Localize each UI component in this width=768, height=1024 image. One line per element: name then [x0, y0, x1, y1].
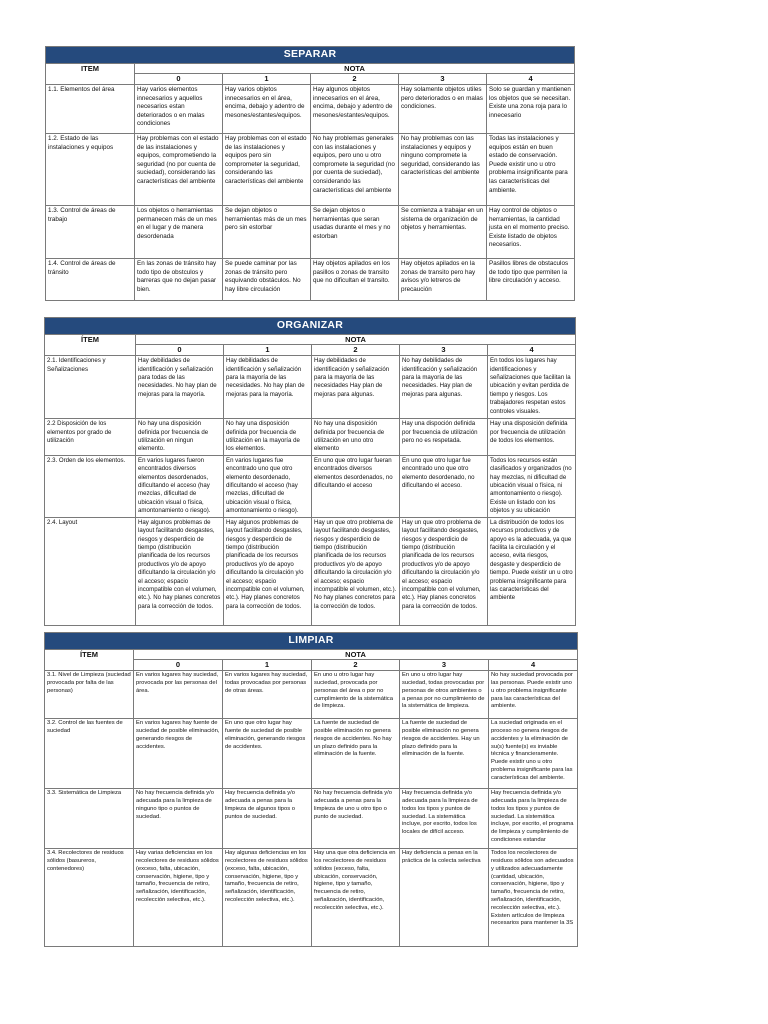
table-row	[45, 789, 578, 849]
criteria-cell: En varios lugares hay suciedad, todas provocadas por personas de otras áreas.	[223, 671, 312, 719]
criteria-cell: No hay frecuencia definida y/o adecuada a penas para la limpieza de uno u otro tipo o punto de suciedad.	[312, 789, 400, 849]
score-header: 0	[136, 345, 224, 356]
criteria-cell: Hay algunas deficiencias en los recolectores de residuos sólidos (exceso, falta, ubicación, conservación, higiene, tipo y tamaño, frecuencia de retiro, señalización, identificación, recolección selectiva, etc.).	[223, 849, 312, 947]
nota-header: NOTA	[135, 63, 575, 74]
criteria-cell: Hay debilidades de identificación y señalización para la mayoría de las necesidades. No hay plan de mejoras para la mayoría.	[224, 356, 312, 419]
score-header: 4	[489, 660, 578, 671]
score-header: 2	[311, 74, 399, 85]
item-label: 3.4. Recolectores de residuos sólidos (basureros, contenedores)	[45, 849, 134, 947]
criteria-cell: En uno que otro lugar fue encontrado uno que otro elemento desordenado, no dificultando el acceso.	[400, 455, 488, 517]
criteria-cell: La suciedad originada en el proceso no genera riesgos de accidentes y la eliminación de su(s) fuente(s) es inviable técnica y financieramente. Puede existir uno u otro problema insignificante para las características del ambiente.	[489, 719, 578, 789]
criteria-cell: Se dejan objetos o herramientas que seran usadas durante el mes y no estorban	[311, 206, 399, 259]
section-title: ORGANIZAR	[45, 318, 576, 335]
criteria-cell: La fuente de suciedad de posible eliminación no genera riesgos de accidentes. No hay un plazo definido para la eliminación de la fuente.	[312, 719, 400, 789]
criteria-cell: Hay frecuencia definida y/o adecuada para la limpieza de todos los tipos y puntos de suciedad. La sistemática incluye, por escrito, todos los locales de difícil acceso.	[400, 789, 489, 849]
item-label: 2.4. Layout	[45, 517, 136, 625]
score-header: 4	[488, 345, 576, 356]
criteria-cell: Hay problemas con el estado de las instalaciones y equipos, comprometiendo la seguridad (no por cuenta de suciedad), considerando las características del ambiente	[135, 134, 223, 206]
criteria-cell: Todos los recolectores de residuos sólidos son adecuados y utilizados adecuadamente (cantidad, ubicación, conservación, higiene, tipo y tamaño, frecuencia de retiro, señalización, identificación, recolección selectiva, etc.). Existen artículos de limpieza necesarios para mantener la 3S	[489, 849, 578, 947]
table-row	[45, 356, 576, 419]
criteria-cell: Hay problemas con el estado de las instalaciones y equipos pero sin comprometer la seguridad, considerando las características del ambiente	[223, 134, 311, 206]
criteria-cell: Hay varias deficiencias en los recolectores de residuos sólidos (exceso, falta, ubicación, conservación, higiene, tipo y tamaño, frecuencia de retiro, señalización, identificación, recolección selectiva, etc.).	[134, 849, 223, 947]
criteria-cell: Se puede caminar por las zonas de tránsito pero esquivando obstáculos. No hay libre circulación	[223, 259, 311, 301]
criteria-cell: Los objetos o herramientas permanecen más de un mes en el lugar y de manera desordenada	[135, 206, 223, 259]
criteria-cell: Hay frecuencia definida y/o adecuada para la limpieza de todos los tipos y puntos de suciedad. La sistemática incluye, por escrito, el programa de limpieza y cumplimiento de condiciones estandar	[489, 789, 578, 849]
item-label: 1.2. Estado de las instalaciones y equipos	[46, 134, 135, 206]
criteria-cell: Hay objetos apilados en los pasillos o zonas de transito que no dificultan el transito.	[311, 259, 399, 301]
criteria-cell: Todas las instalaciones y equipos están en buen estado de conservación. Puede existir uno u otro problema insignificante para las características del ambiente.	[487, 134, 575, 206]
score-header: 2	[312, 660, 400, 671]
criteria-cell: En uno u otro lugar hay suciedad, provocada por personas del área o por no cumplimiento de la sistemática de limpieza.	[312, 671, 400, 719]
criteria-cell: No hay problemas con las instalaciones y equipos y ninguno compromete la seguridad, considerando las características del ambiente	[399, 134, 487, 206]
criteria-cell: No hay problemas generales con las instalaciones y equipos, pero uno u otro compromete la seguridad (no por cuenta de suciedad), considerando las características del ambiente	[311, 134, 399, 206]
criteria-cell: Pasillos libres de obstaculos de todo tipo que permiten la libre circulación y acceso.	[487, 259, 575, 301]
section-title: LIMPIAR	[45, 633, 578, 650]
criteria-cell: Todos los recursos están clasificados y organizados (no hay mezclas, ni dificultad de ubicación visual o física, ni amontonamiento o riesgo). Existe un listado con los objetos y su ubicación	[488, 455, 576, 517]
criteria-cell: La distribución de todos los recursos productivos y de apoyo es la adecuada, ya que facilita la circulación y el acceso, evita riesgos, desgaste y desperdicio de tiempo. Puede existir un u otro problema insignificante para las características del ambiente	[488, 517, 576, 625]
criteria-cell: No hay frecuencia definida y/o adecuada para la limpieza de ninguno tipo o puntos de suciedad.	[134, 789, 223, 849]
score-header: 1	[224, 345, 312, 356]
table-row	[46, 134, 575, 206]
rubric-table-separar	[45, 46, 575, 301]
table-row	[45, 849, 578, 947]
score-header: 3	[399, 74, 487, 85]
criteria-cell: En uno que otro lugar hay fuente de suciedad de posible eliminación, generando riesgos de accidentes.	[223, 719, 312, 789]
criteria-cell: No hay suciedad provocada por las personas. Puede existir uno u otro problema insignificante para las características del ambiente.	[489, 671, 578, 719]
rubric-table-limpiar	[44, 632, 578, 947]
rubric-table-organizar	[44, 317, 576, 626]
item-label: 1.3. Control de áreas de trabajo	[46, 206, 135, 259]
criteria-cell: Hay algunos problemas de layout facilitando desgastes, riesgos y desperdicio de tiempo (distribución planificada de los recursos productivos y/o de apoyo dificultando la circulación y/o el acceso; espacio incompatible con el volumen, etc.). No hay planes concretos para la corrección de todos.	[136, 517, 224, 625]
score-header: 2	[312, 345, 400, 356]
criteria-cell: Se comienza a trabajar en un sistema de organización de objetos y herramientas.	[399, 206, 487, 259]
criteria-cell: Hay una dispoción definida por frecuencia de utilización pero no es respetada.	[400, 419, 488, 456]
criteria-cell: No hay debilidades de identificación y señalización para la mayoría de las necesidades. Hay plan de mejoras para algunas.	[400, 356, 488, 419]
item-label: 3.2. Control de las fuentes de suciedad	[45, 719, 134, 789]
item-header: ITEM	[46, 63, 135, 85]
criteria-cell: Hay debilidades de identificación y señalización para la mayoría de las necesidades Hay plan de mejoras para algunas.	[312, 356, 400, 419]
table-row	[45, 419, 576, 456]
criteria-cell: Hay deficiencia a penas en la práctica de la colecta selectiva	[400, 849, 489, 947]
nota-header: NOTA	[134, 649, 578, 660]
criteria-cell: Hay una disposición definida por frecuencia de utilización de todos los elementos.	[488, 419, 576, 456]
table-row	[45, 517, 576, 625]
criteria-cell: Solo se guardan y mantienen los objetos que se necesitan. Existe una zona roja para lo innecesario	[487, 85, 575, 134]
section-title: SEPARAR	[46, 47, 575, 64]
criteria-cell: En varios lugares hay suciedad, provocada por las personas del área.	[134, 671, 223, 719]
criteria-cell: En uno u otro lugar hay suciedad, todas provocadas por personas de otros ambientes o a penas por no cumplimiento de la sistemática de limpieza.	[400, 671, 489, 719]
criteria-cell: Hay un que otro problema de layout facilitando desgastes, riesgos y desperdicio de tiempo (distribución planificada de los recursos productivos y/o de apoyo dificultando la circulación y/o el acceso; espacio incompatible el volumen, etc.). No hay planes concretos para la corrección de todos.	[312, 517, 400, 625]
item-label: 2.2 Disposición de los elementos por grado de utilización	[45, 419, 136, 456]
criteria-cell: Hay objetos apilados en la zonas de transito pero hay avisos y/o letreros de precaución	[399, 259, 487, 301]
criteria-cell: En varios lugares fueron encontrados diversos elementos desordenados, dificultando el acceso (hay mezclas, dificultad de ubicación visual o física, amontonamiento o riesgo).	[136, 455, 224, 517]
score-header: 0	[134, 660, 223, 671]
table-row	[45, 719, 578, 789]
score-header: 4	[487, 74, 575, 85]
criteria-cell: Hay debilidades de identificación y señalización para todas de las necesidades. No hay plan de mejoras para la mayoría.	[136, 356, 224, 419]
criteria-cell: No hay una disposición definida por frecuencia de utilización en la mayoría de los elementos.	[224, 419, 312, 456]
section-separar	[45, 46, 574, 301]
item-header: ÍTEM	[45, 334, 136, 356]
criteria-cell: Hay varios objetos innecesarios en el área, encima, debajo y adentro de mesones/estantes/equipos.	[223, 85, 311, 134]
criteria-cell: Hay varios elementos innecesarios y aquellos necesarios estan deteriorados o en malas condiciones	[135, 85, 223, 134]
item-label: 3.3. Sistemática de Limpieza	[45, 789, 134, 849]
item-header: ÍTEM	[45, 649, 134, 671]
section-organizar	[44, 317, 575, 626]
item-label: 1.1. Elementos del área	[46, 85, 135, 134]
score-header: 1	[223, 74, 311, 85]
table-row	[45, 671, 578, 719]
criteria-cell: No hay una disposición definida por frecuencia de utilización en ningun elemento.	[136, 419, 224, 456]
item-label: 1.4. Control de áreas de tránsito	[46, 259, 135, 301]
criteria-cell: Hay frecuencia definida y/o adecuada a penas para la limpieza de algunos tipos o puntos de suciedad.	[223, 789, 312, 849]
criteria-cell: En uno que otro lugar fueran encontrados diversos elementos desordenados, no dificultando el acceso	[312, 455, 400, 517]
criteria-cell: Hay una que otra deficiencia en los recolectores de residuos sólidos (exceso, falta, ubicación, conservación, higiene, tipo y tamaño, frecuencia de retiro, señalización, identificación, recolección selectiva, etc.).	[312, 849, 400, 947]
criteria-cell: En varios lugares fue encontrado uno que otro elemento desordenado, dificultando el acceso (hay mezclas, dificultad de ubicación visual o física, amontonamiento o riesgo).	[224, 455, 312, 517]
criteria-cell: Hay un que otro problema de layout facilitando desgastes, riesgos y desperdicio de tiempo (distribución planificada de los recursos productivos y/o de apoyo dificultando la circulación y/o el acceso; espacio incompatible con el volumen, etc.). Hay planes concretos para la corrección de todos.	[400, 517, 488, 625]
score-header: 1	[223, 660, 312, 671]
item-label: 2.3. Orden de los elementos.	[45, 455, 136, 517]
score-header: 0	[135, 74, 223, 85]
section-limpiar	[44, 632, 577, 947]
table-row	[46, 206, 575, 259]
item-label: 3.1. Nivel de Limpieza (suciedad provocada por falta de las personas)	[45, 671, 134, 719]
item-label: 2.1. Identificaciones y Señalizaciones	[45, 356, 136, 419]
criteria-cell: En varios lugares hay fuente de suciedad de posible eliminación, generando riesgos de accidentes.	[134, 719, 223, 789]
criteria-cell: Se dejan objetos o herramientas más de un mes pero sin estorbar	[223, 206, 311, 259]
criteria-cell: Hay algunos problemas de layout facilitando desgastes, riesgos y desperdicio de tiempo (distribución planificada de los recursos productivos y/o de apoyo dificultando la circulación y/o el acceso; espacio incompatible con el volumen, etc.). Hay planes concretos para la corrección de todos.	[224, 517, 312, 625]
criteria-cell: Hay algunos objetos innecesarios en el área, encima, debajo y adentro de mesones/estantes/equipos.	[311, 85, 399, 134]
criteria-cell: La fuente de suciedad de posible eliminación no genera riesgos de accidentes. Hay un plazo definido para la eliminación de la fuente.	[400, 719, 489, 789]
nota-header: NOTA	[136, 334, 576, 345]
criteria-cell: En las zonas de tránsito hay todo tipo de obstculos y barreras que no dejan pasar bien.	[135, 259, 223, 301]
score-header: 3	[400, 345, 488, 356]
criteria-cell: Hay control de objetos o herramientas, la cantidad justa en el momento preciso. Existe listado de objetos necesarios.	[487, 206, 575, 259]
criteria-cell: Hay solamente objetos utiles pero deteriorados o en malas condiciones.	[399, 85, 487, 134]
criteria-cell: No hay una disposición definida por frecuencia de utilización en uno otro elemento	[312, 419, 400, 456]
table-row	[46, 85, 575, 134]
table-row	[46, 259, 575, 301]
score-header: 3	[400, 660, 489, 671]
criteria-cell: En todos los lugares hay identificaciones y señalizaciones que facilitan la ubicación y evitan perdida de tiempo y riesgos. Los trabajadores respetan estos controles visuales.	[488, 356, 576, 419]
table-row	[45, 455, 576, 517]
